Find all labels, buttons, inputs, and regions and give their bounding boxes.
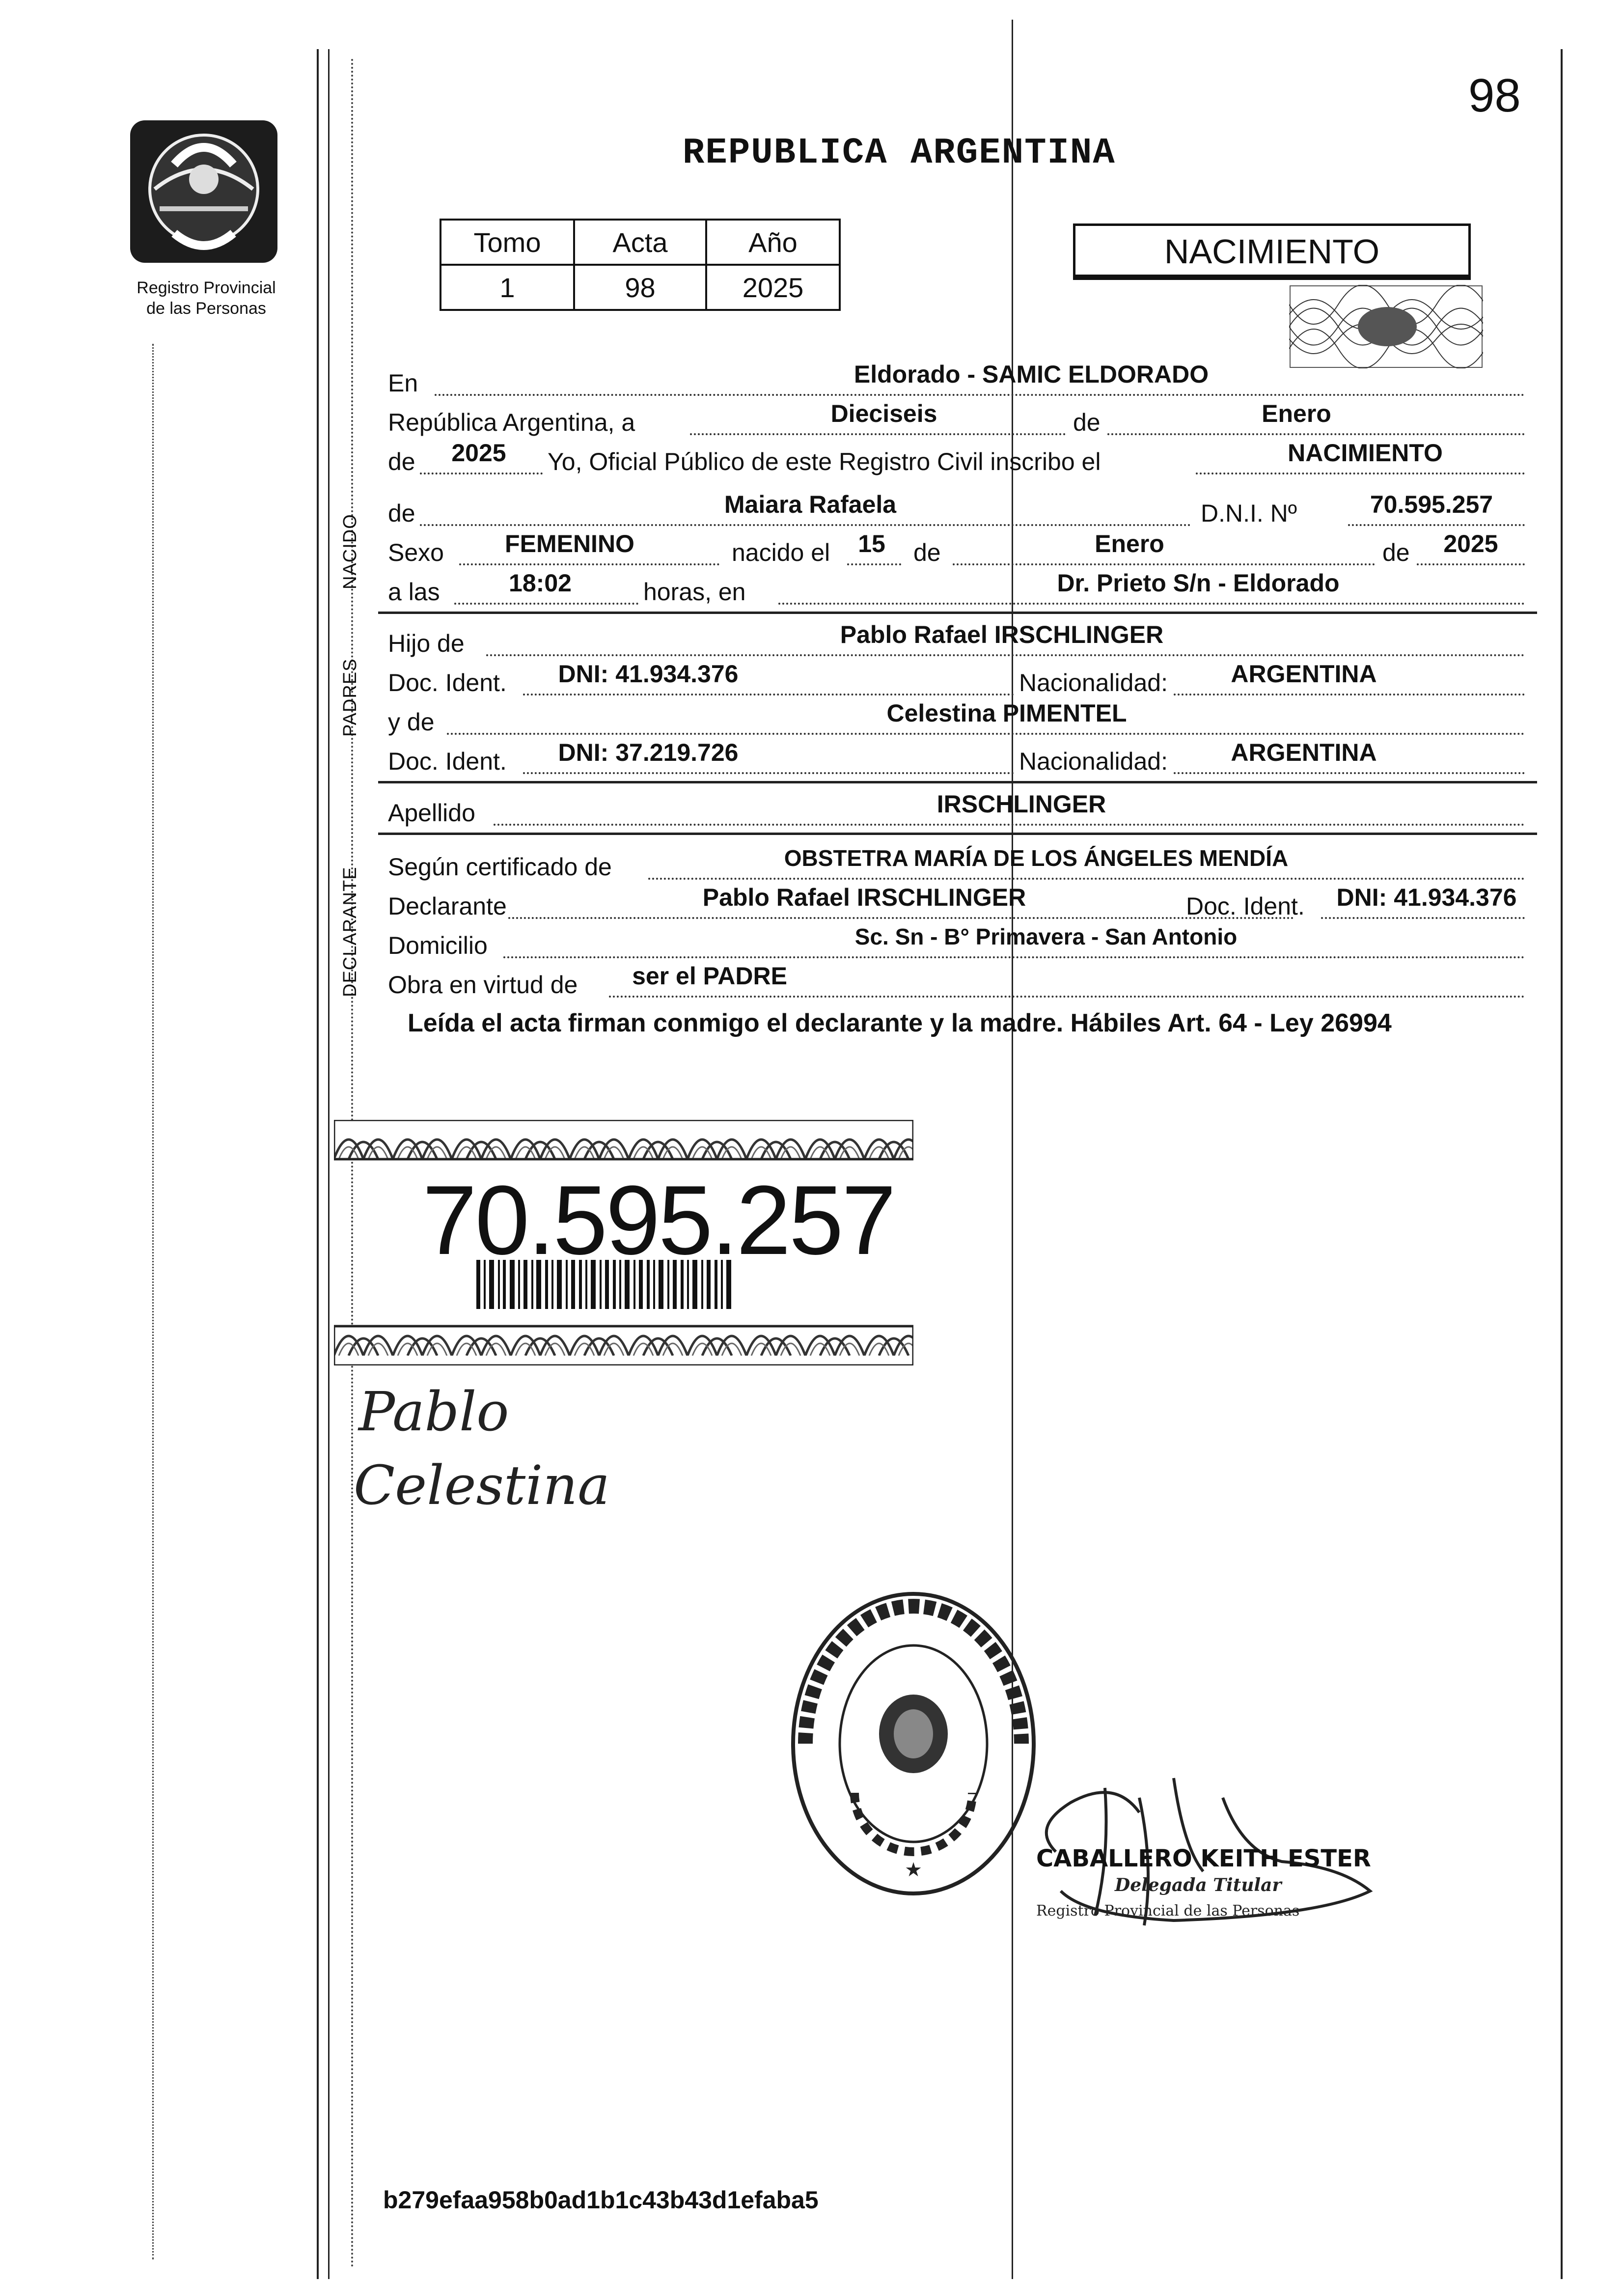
center-fold-line xyxy=(1012,20,1013,2279)
declarante-value: Pablo Rafael IRSCHLINGER xyxy=(702,884,1026,911)
mother-name-value: Celestina PIMENTEL xyxy=(886,699,1127,727)
father-name-value: Pablo Rafael IRSCHLINGER xyxy=(840,621,1164,648)
barcode-number: 70.595.257 xyxy=(422,1166,894,1275)
nacido-de-label: de xyxy=(388,500,415,527)
page-title: REPUBLICA ARGENTINA xyxy=(683,133,1116,174)
birth-month-value: Enero xyxy=(1095,530,1164,557)
father-nationality-label: Nacionalidad: xyxy=(1019,669,1168,696)
right-margin-line xyxy=(1561,49,1563,2279)
misiones-province-logo xyxy=(120,111,287,273)
father-signature: Pablo xyxy=(358,1380,509,1443)
dni-label: D.N.I. Nº xyxy=(1201,500,1297,527)
security-guilloche-pattern xyxy=(1289,285,1483,368)
declarante-side-label: DECLARANTE xyxy=(340,866,360,997)
left-margin-line xyxy=(317,49,319,2279)
y-de-label: y de xyxy=(388,708,435,736)
record-table-value-acta: 98 xyxy=(574,265,706,310)
act-value: NACIMIENTO xyxy=(1288,439,1443,467)
record-table-header-tomo: Tomo xyxy=(440,220,574,265)
mother-doc-label: Doc. Ident. xyxy=(388,748,507,775)
row-obra xyxy=(388,962,1527,1002)
section-divider-nacido xyxy=(378,612,1537,614)
obra-value: ser el PADRE xyxy=(632,962,787,990)
sexo-label: Sexo xyxy=(388,539,444,566)
row-republica xyxy=(388,400,1527,439)
section-divider-apellido xyxy=(378,833,1537,835)
domicilio-label: Domicilio xyxy=(388,932,488,959)
mother-signature: Celestina xyxy=(354,1454,610,1517)
official-seal xyxy=(786,1586,1041,1901)
logo-caption-line1: Registro Provincial xyxy=(137,278,276,297)
month-value: Enero xyxy=(1262,400,1331,427)
row-padres-father-doc xyxy=(388,660,1527,699)
left-margin-line-inner xyxy=(328,49,330,2279)
child-dni-value: 70.595.257 xyxy=(1370,491,1493,518)
birth-de2-label: de xyxy=(1382,539,1410,566)
de-label: de xyxy=(1073,409,1101,436)
svg-text:Delegada Titular: Delegada Titular xyxy=(1115,1875,1282,1895)
logo-caption xyxy=(98,278,314,319)
padres-side-label: PADRES xyxy=(340,658,360,737)
row-nacido-name xyxy=(388,491,1527,530)
father-doc-label: Doc. Ident. xyxy=(388,669,507,696)
row-declarante xyxy=(388,884,1527,923)
day-value: Dieciseis xyxy=(830,400,937,427)
declarante-label: Declarante xyxy=(388,892,507,920)
record-table xyxy=(440,219,841,311)
record-table-value-anio: 2025 xyxy=(706,265,840,310)
birth-day-value: 15 xyxy=(858,530,885,557)
section-divider-padres xyxy=(378,781,1537,783)
row-padres-mother-doc xyxy=(388,739,1527,778)
father-nationality-value: ARGENTINA xyxy=(1231,660,1377,688)
en-value: Eldorado - SAMIC ELDORADO xyxy=(853,361,1209,388)
mother-nationality-label: Nacionalidad: xyxy=(1019,748,1168,775)
nacido-side-label: NACIDO xyxy=(340,514,360,589)
child-name-value: Maiara Rafaela xyxy=(724,491,897,518)
record-table-header-row xyxy=(440,220,840,265)
svg-text:★: ★ xyxy=(905,1859,922,1881)
sexo-value: FEMENINO xyxy=(505,530,634,557)
row-padres-hijo xyxy=(388,621,1527,660)
declarante-doc-label: Doc. Ident. xyxy=(1186,892,1305,920)
domicilio-value: Sc. Sn - B° Primavera - San Antonio xyxy=(854,924,1238,949)
mother-nationality-value: ARGENTINA xyxy=(1231,739,1377,766)
logo-caption-line2: de las Personas xyxy=(146,299,266,318)
declarante-doc-value: DNI: 41.934.376 xyxy=(1336,884,1517,911)
birth-place-value: Dr. Prieto S/n - Eldorado xyxy=(1057,569,1340,597)
de2-label: de xyxy=(388,448,415,475)
svg-text:Registro Provincial de las Per: Registro Provincial de las Personas xyxy=(1036,1902,1300,1920)
row-oficial xyxy=(388,439,1527,478)
row-domicilio xyxy=(388,926,1527,962)
record-table-value-row xyxy=(440,265,840,310)
row-certificado xyxy=(388,847,1527,884)
official-signature xyxy=(1026,1768,1380,1930)
a-las-label: a las xyxy=(388,578,440,606)
row-padres-mother xyxy=(388,699,1527,739)
apellido-value: IRSCHLINGER xyxy=(936,790,1106,818)
mother-doc-value: DNI: 37.219.726 xyxy=(558,739,739,766)
row-nacido-hora xyxy=(388,569,1527,609)
apellido-label: Apellido xyxy=(388,799,475,827)
page-number: 98 xyxy=(1468,69,1521,122)
certificado-label: Según certificado de xyxy=(388,853,612,881)
far-left-dotted-line xyxy=(152,344,154,2259)
birth-time-value: 18:02 xyxy=(509,569,572,597)
record-type-box: NACIMIENTO xyxy=(1073,223,1471,280)
certificado-value: OBSTETRA MARÍA DE LOS ÁNGELES MENDÍA xyxy=(784,845,1289,871)
record-table-header-anio: Año xyxy=(706,220,840,265)
closing-statement: Leída el acta firman conmigo el declarante y la madre. Hábiles Art. 64 - Ley 26994 xyxy=(408,1009,1392,1037)
horas-label: horas, en xyxy=(643,578,746,606)
birth-de-label: de xyxy=(913,539,941,566)
row-apellido xyxy=(388,790,1527,830)
nacido-el-label: nacido el xyxy=(732,539,830,566)
hijo-de-label: Hijo de xyxy=(388,630,465,657)
obra-label: Obra en virtud de xyxy=(388,971,578,999)
row-en xyxy=(388,363,1527,400)
record-table-header-acta: Acta xyxy=(574,220,706,265)
record-table-value-tomo: 1 xyxy=(440,265,574,310)
row-nacido-sexo xyxy=(388,530,1527,569)
birth-year-value: 2025 xyxy=(1443,530,1498,557)
svg-text:CABALLERO KEITH ESTER: CABALLERO KEITH ESTER xyxy=(1036,1845,1371,1872)
en-label: En xyxy=(388,369,418,397)
republica-label: República Argentina, a xyxy=(388,409,635,436)
document-hash: b279efaa958b0ad1b1c43b43d1efaba5 xyxy=(383,2186,819,2214)
father-doc-value: DNI: 41.934.376 xyxy=(558,660,739,688)
oficial-text: Yo, Oficial Público de este Registro Civil inscribo el xyxy=(548,448,1101,475)
year-value: 2025 xyxy=(451,439,506,467)
